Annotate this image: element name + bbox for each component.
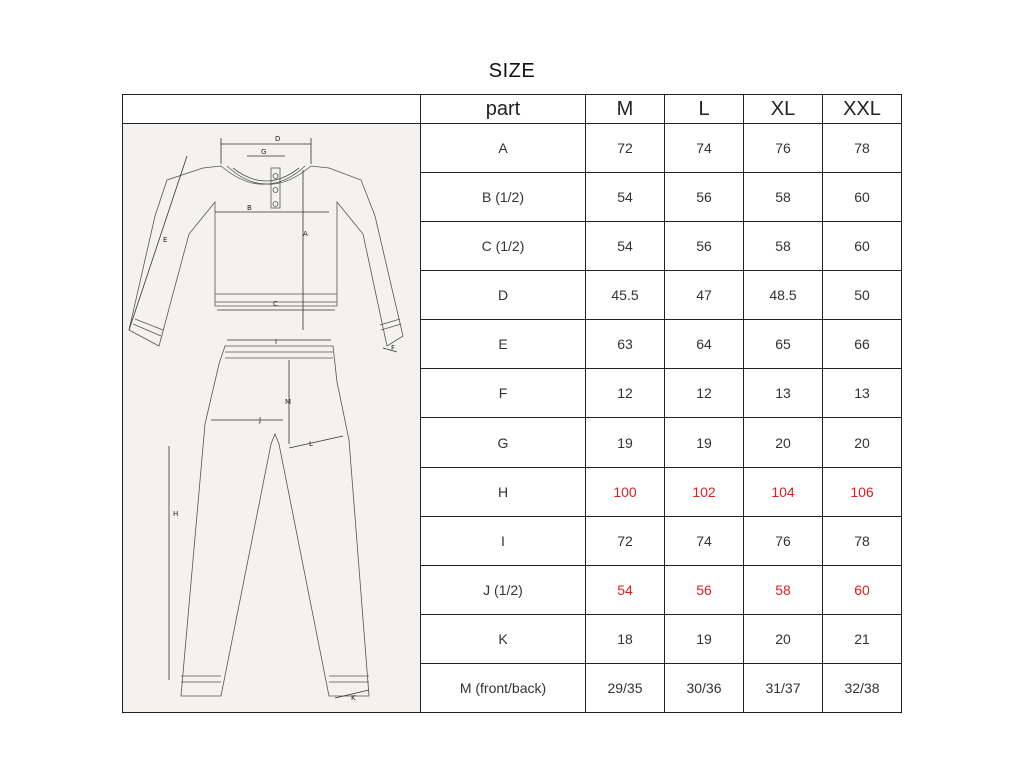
value-cell: 56	[665, 222, 744, 271]
shirt-outline	[129, 166, 403, 346]
part-cell: I	[421, 516, 586, 565]
value-cell: 30/36	[665, 663, 744, 712]
value-cell: 12	[665, 369, 744, 418]
value-cell: 19	[665, 418, 744, 467]
value-cell: 19	[586, 418, 665, 467]
value-cell: 66	[823, 320, 902, 369]
pajama-measurement-diagram	[123, 124, 420, 712]
part-cell: H	[421, 467, 586, 516]
label-g: G	[261, 148, 267, 156]
value-cell: 72	[586, 516, 665, 565]
value-cell: 13	[823, 369, 902, 418]
value-cell: 47	[665, 271, 744, 320]
value-cell: 60	[823, 565, 902, 614]
value-cell: 20	[744, 614, 823, 663]
value-cell: 58	[744, 222, 823, 271]
label-j: J	[259, 416, 262, 424]
value-cell: 58	[744, 565, 823, 614]
table-row	[123, 124, 902, 173]
label-d: D	[275, 135, 281, 143]
label-b: B	[247, 204, 252, 212]
value-cell: 102	[665, 467, 744, 516]
label-e: E	[163, 236, 168, 244]
value-cell: 60	[823, 173, 902, 222]
value-cell: 63	[586, 320, 665, 369]
label-c: C	[273, 300, 278, 308]
part-cell: G	[421, 418, 586, 467]
label-f: F	[391, 344, 396, 352]
value-cell: 56	[665, 565, 744, 614]
garment-diagram	[123, 124, 421, 713]
value-cell: 104	[744, 467, 823, 516]
label-l: L	[309, 440, 313, 448]
value-cell: 76	[744, 124, 823, 173]
value-cell: 78	[823, 124, 902, 173]
value-cell: 65	[744, 320, 823, 369]
part-cell: E	[421, 320, 586, 369]
part-cell: B (1/2)	[421, 173, 586, 222]
part-cell: D	[421, 271, 586, 320]
value-cell: 12	[586, 369, 665, 418]
value-cell: 54	[586, 565, 665, 614]
value-cell: 29/35	[586, 663, 665, 712]
value-cell: 13	[744, 369, 823, 418]
value-cell: 72	[586, 124, 665, 173]
header-blank-cell	[123, 95, 421, 124]
value-cell: 54	[586, 173, 665, 222]
value-cell: 31/37	[744, 663, 823, 712]
shirt-measurement-lines	[129, 138, 397, 352]
value-cell: 60	[823, 222, 902, 271]
label-m: M	[285, 398, 292, 406]
value-cell: 32/38	[823, 663, 902, 712]
value-cell: 100	[586, 467, 665, 516]
value-cell: 78	[823, 516, 902, 565]
value-cell: 106	[823, 467, 902, 516]
pants-measurement-lines	[169, 340, 369, 698]
label-i: I	[275, 338, 278, 346]
part-cell: K	[421, 614, 586, 663]
value-cell: 48.5	[744, 271, 823, 320]
part-cell: F	[421, 369, 586, 418]
value-cell: 50	[823, 271, 902, 320]
header-size-l: L	[665, 95, 744, 124]
value-cell: 56	[665, 173, 744, 222]
part-cell: J (1/2)	[421, 565, 586, 614]
value-cell: 76	[744, 516, 823, 565]
value-cell: 64	[665, 320, 744, 369]
label-h: H	[173, 510, 179, 518]
value-cell: 20	[744, 418, 823, 467]
size-chart-table	[122, 94, 902, 713]
label-k: K	[351, 694, 356, 702]
part-cell: M (front/back)	[421, 663, 586, 712]
header-size-xl: XL	[744, 95, 823, 124]
value-cell: 19	[665, 614, 744, 663]
header-row	[123, 95, 902, 124]
header-size-m: M	[586, 95, 665, 124]
part-cell: C (1/2)	[421, 222, 586, 271]
header-part: part	[421, 95, 586, 124]
page-title: SIZE	[488, 60, 536, 82]
pants-outline	[181, 346, 369, 696]
label-a: A	[303, 230, 308, 238]
value-cell: 74	[665, 516, 744, 565]
value-cell: 54	[586, 222, 665, 271]
value-cell: 74	[665, 124, 744, 173]
value-cell: 58	[744, 173, 823, 222]
value-cell: 45.5	[586, 271, 665, 320]
value-cell: 20	[823, 418, 902, 467]
value-cell: 21	[823, 614, 902, 663]
header-size-xxl: XXL	[823, 95, 902, 124]
value-cell: 18	[586, 614, 665, 663]
part-cell: A	[421, 124, 586, 173]
